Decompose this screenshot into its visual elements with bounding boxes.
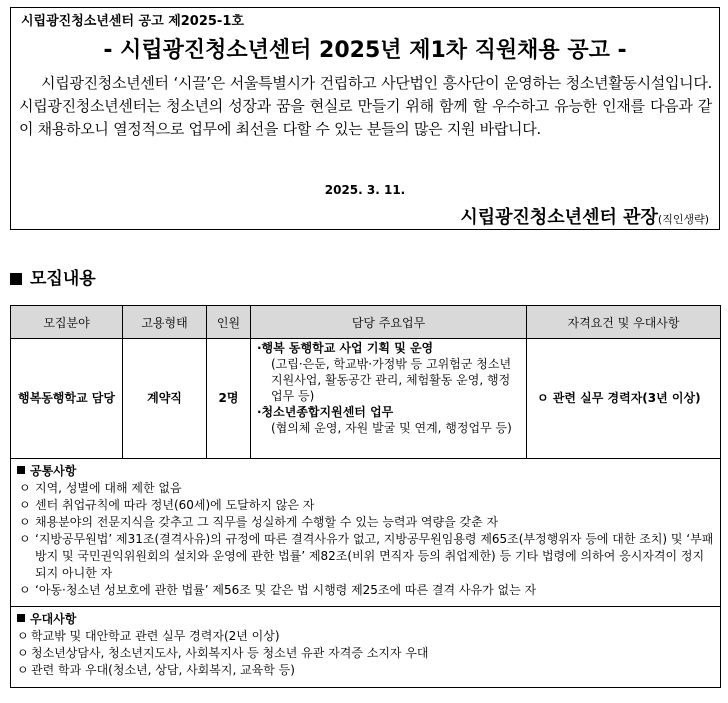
header-headcount: 인원 [207, 306, 251, 339]
duty-title: ·청소년종합지원센터 업무 [257, 405, 394, 419]
bullet-icon: ㅇ [19, 498, 31, 512]
notice-body: 시립광진청소년센터 ‘시끌’은 서울특별시가 건립하고 사단법인 흥사단이 운영하는 청소년활동시설입니다. 시립광진청소년센터는 청소년의 성장과 꿈을 현실로 만들기 위해 함께 할 우수하고 유능한 인재를 다음과 같이 채용하오니 열정적으로 업무에 최선을 다할 수 있는 분들의 많은 지원 바랍니다. [19, 74, 712, 138]
common-row [11, 459, 721, 607]
bullet-icon: ㅇ [19, 481, 31, 495]
bullet-icon: ㅇ [537, 391, 549, 405]
section-title: 모집내용 [30, 269, 96, 289]
cell-headcount: 2명 [207, 339, 251, 459]
duty-detail: (고립·은둔, 학교밖·가정밖 등 고위험군 청소년 지원사업, 활동공간 관리, 체험활동 운영, 행정업무 등) [271, 357, 512, 403]
table-header-row [11, 306, 721, 339]
list-item: ㅇ 학교밖 및 대안학교 관련 실무 경력자(2년 이상) [17, 629, 280, 643]
header-employment-type: 고용형태 [123, 306, 207, 339]
cell-qualification [527, 339, 721, 459]
duty-detail: (협의체 운영, 자원 발굴 및 연계, 행정업무 등) [271, 421, 512, 435]
bullet-icon: ㅇ [17, 646, 29, 660]
list-item: ㅇ ‘지방공무원법’ 제31조(결격사유)의 규정에 따른 결격사유가 없고, 지방공무원임용령 제65조(부정행위자 등에 대한 조치) 및 ‘부패방지 및 국민권익위원회의 설치와 운영에 관한 법률’ 제82조(비위 면직자 등의 취업제한) 등 기타 법령에 의하여 응시자격이 정지되지 아니한 자 [19, 532, 714, 580]
header-duties: 담당 주요업무 [251, 306, 527, 339]
header-qualifications: 자격요건 및 우대사항 [527, 306, 721, 339]
signer-name: 시립광진청소년센터 관장 [460, 207, 658, 228]
cell-duties [251, 339, 527, 459]
square-bullet-icon [17, 614, 25, 622]
bullet-icon: ㅇ [19, 532, 31, 546]
table-row [11, 339, 721, 459]
list-item: ㅇ 관련 학과 우대(청소년, 상담, 사회복지, 교육학 등) [17, 663, 295, 677]
bullet-icon: ㅇ [19, 515, 31, 529]
notice-title: - 시립광진청소년센터 2025년 제1차 직원채용 공고 - [103, 38, 627, 63]
cell-field: 행복동행학교 담당 [11, 339, 123, 459]
duty-title: ·행복 동행학교 사업 기획 및 운영 [257, 341, 434, 355]
list-item: ㅇ 센터 취업규칙에 따라 정년(60세)에 도달하지 않은 자 [19, 498, 315, 512]
preference-row [11, 607, 721, 688]
notice-number: 시립광진청소년센터 공고 제2025-1호 [21, 14, 244, 29]
square-bullet-icon [10, 273, 22, 285]
list-item: ㅇ 지역, 성별에 대해 제한 없음 [19, 481, 182, 495]
cell-employment-type: 계약직 [123, 339, 207, 459]
bullet-icon: ㅇ [17, 663, 29, 677]
preferences [17, 611, 714, 687]
list-item: ㅇ 채용분야의 전문지식을 갖추고 그 직무를 성실하게 수행할 수 있는 능력과 역량을 갖춘 자 [19, 515, 499, 529]
bullet-icon: ㅇ [19, 583, 31, 597]
notice-date: 2025. 3. 11. [324, 183, 406, 197]
qualification-text: 관련 실무 경력자(3년 이상) [552, 391, 701, 405]
section-heading [10, 268, 96, 290]
list-item: ㅇ 청소년상담사, 청소년지도사, 사회복지사 등 청소년 유관 자격증 소지자 우대 [17, 646, 429, 660]
common-requirements [17, 463, 714, 606]
recruitment-table [10, 305, 721, 688]
preference-title: 우대사항 [30, 612, 77, 626]
notice-box [10, 7, 720, 230]
seal-note: (직인생략) [657, 213, 709, 226]
header-field: 모집분야 [11, 306, 123, 339]
notice-signer [460, 206, 709, 232]
bullet-icon: ㅇ [17, 629, 29, 643]
square-bullet-icon [17, 466, 25, 474]
list-item: ㅇ ‘아동·청소년 성보호에 관한 법률’ 제56조 및 같은 법 시행령 제25조에 따른 결격 사유가 없는 자 [19, 583, 537, 597]
common-title: 공통사항 [30, 464, 77, 478]
